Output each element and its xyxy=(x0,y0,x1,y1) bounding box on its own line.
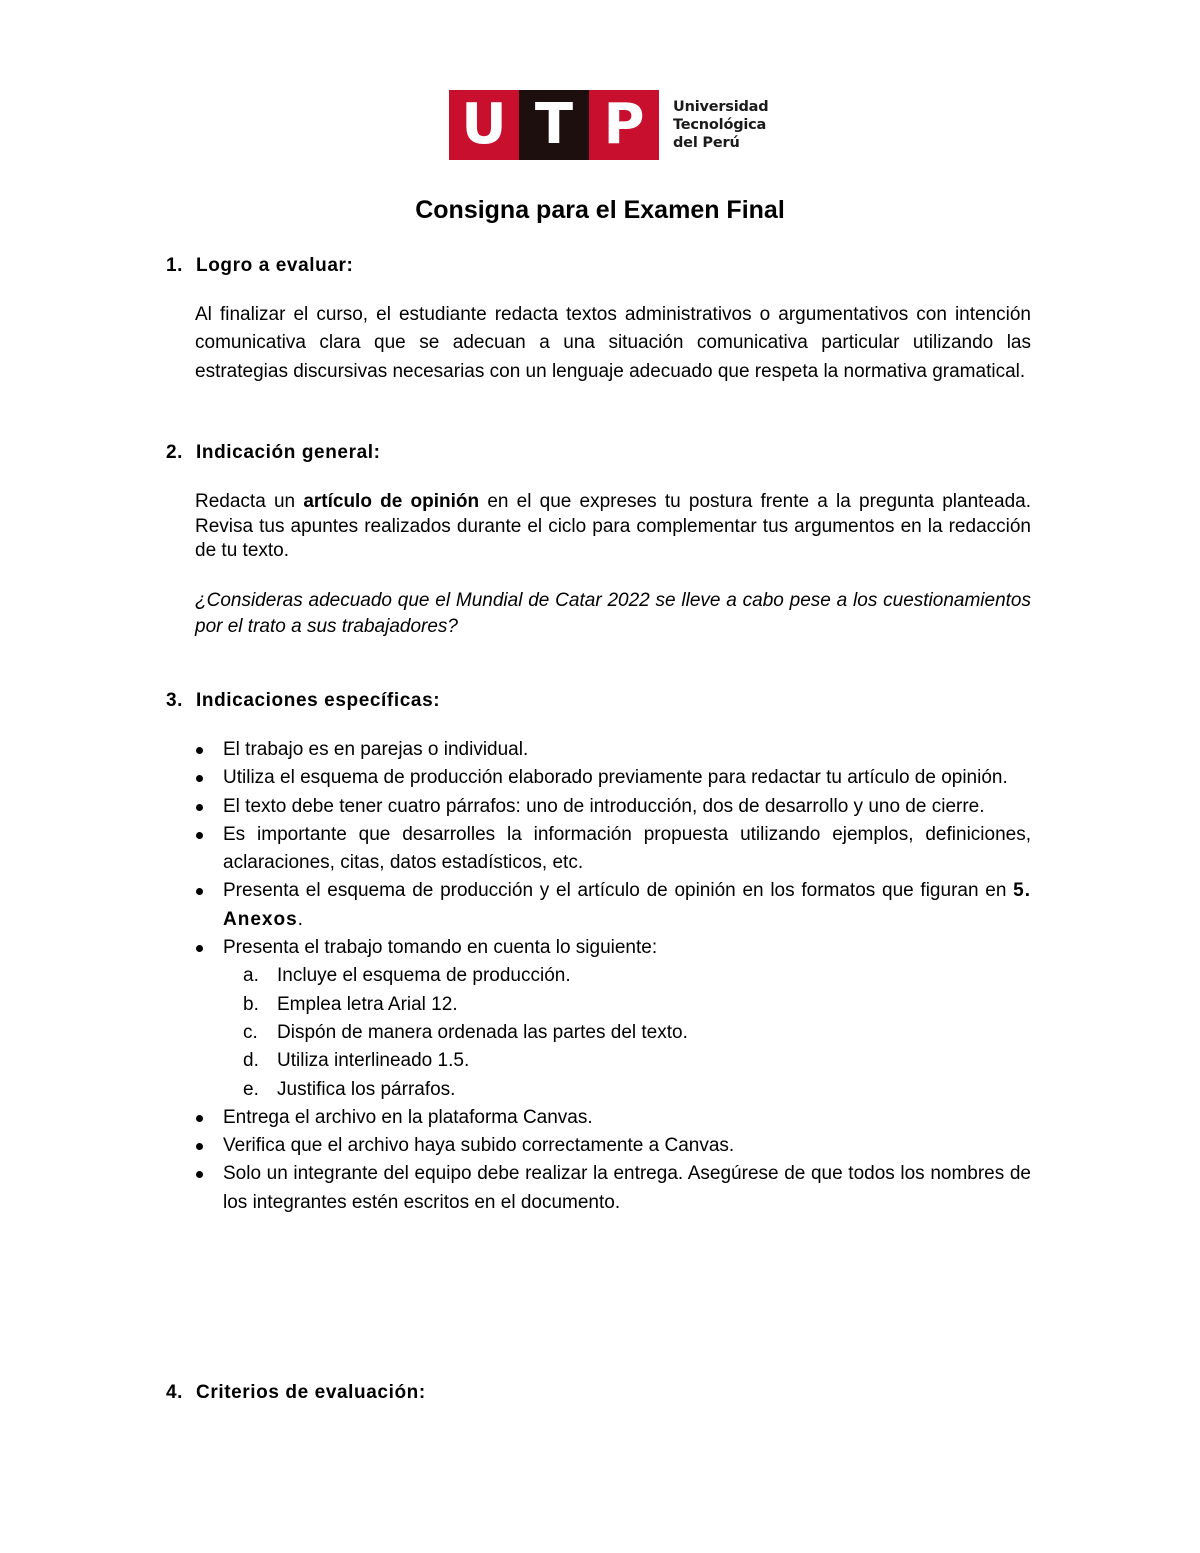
bullet-text: Verifica que el archivo haya subido correctamente a Canvas. xyxy=(223,1135,735,1157)
section-3-number: 3. xyxy=(166,690,184,711)
section-2-number: 2. xyxy=(166,442,184,463)
logo-letter-p: P xyxy=(589,90,659,160)
list-item xyxy=(195,934,1031,962)
sub-item-text: Dispón de manera ordenada las partes del texto. xyxy=(277,1021,688,1043)
list-item xyxy=(195,736,1031,764)
sub-item-text: Utiliza interlineado 1.5. xyxy=(277,1050,470,1072)
list-item xyxy=(195,821,1031,878)
sub-list-item xyxy=(195,1076,1031,1104)
section-4-heading xyxy=(166,1381,426,1405)
bullet-text: Presenta el trabajo tomando en cuenta lo siguiente: xyxy=(223,937,658,959)
sub-item-letter: a. xyxy=(243,965,259,987)
sub-item-letter: d. xyxy=(243,1050,259,1072)
section-2-heading xyxy=(166,441,381,465)
section-1-title: Logro a evaluar: xyxy=(196,255,354,276)
section-2-body-after: en el que expreses tu postura frente a la pregunta planteada. Revisa tus apuntes realizados durante el ciclo para complementar tus argumentos en la redacción de tu texto. xyxy=(195,491,1031,561)
section-3-title: Indicaciones específicas: xyxy=(196,690,441,711)
section-2-question: ¿Consideras adecuado que el Mundial de Catar 2022 se lleve a cabo pese a los cuestionamientos por el trato a sus trabajadores? xyxy=(195,590,1031,637)
bullet-text: Utiliza el esquema de producción elaborado previamente para redactar tu artículo de opinión. xyxy=(223,767,1008,789)
section-4-title: Criterios de evaluación: xyxy=(196,1382,426,1403)
bullet-text-before: Presenta el esquema de producción y el artículo de opinión en los formatos que figuran en xyxy=(223,880,1014,902)
logo-letter-t: T xyxy=(519,90,589,160)
section-3-heading xyxy=(166,689,440,713)
logo-name-line-2: Tecnológica xyxy=(673,117,767,133)
list-item xyxy=(195,793,1031,821)
list-item xyxy=(195,1160,1031,1217)
sub-item-text: Justifica los párrafos. xyxy=(277,1078,456,1100)
anexos-reference: 5. Anexos xyxy=(223,880,1031,930)
bullet-text: Es importante que desarrolles la información propuesta utilizando ejemplos, definiciones, aclaraciones, citas, datos estadísticos, etc. xyxy=(223,823,1031,874)
logo-university-name xyxy=(673,98,768,152)
section-4-number: 4. xyxy=(166,1382,184,1403)
section-1-number: 1. xyxy=(166,255,184,276)
sub-list-item xyxy=(195,962,1031,990)
section-1-heading xyxy=(166,254,353,278)
sub-item-letter: c. xyxy=(243,1021,258,1043)
logo-name-line-3: del Perú xyxy=(673,135,740,151)
bullet-text: Entrega el archivo en la plataforma Canvas. xyxy=(223,1106,593,1128)
sub-item-text: Emplea letra Arial 12. xyxy=(277,993,458,1015)
section-1-body: Al finalizar el curso, el estudiante redacta textos administrativos o argumentativos con intención comunicativa clara que se adecuan a una situación comunicativa particular utilizando las estrategias discursivas necesarias con un lenguaje adecuado que respeta la normativa gramatical. xyxy=(195,304,1031,382)
section-2-title: Indicación general: xyxy=(196,442,381,463)
list-item xyxy=(195,1132,1031,1160)
document-title: Consigna para el Examen Final xyxy=(415,196,785,224)
sub-list-item xyxy=(195,1019,1031,1047)
bullet-text: El trabajo es en parejas o individual. xyxy=(223,739,529,760)
section-2-body-bold: artículo de opinión xyxy=(303,491,480,512)
logo-name-line-1: Universidad xyxy=(673,99,769,115)
sub-item-letter: b. xyxy=(243,993,259,1015)
section-3-bullet-list xyxy=(195,736,1031,1217)
sub-item-letter: e. xyxy=(243,1078,259,1100)
bullet-text: El texto debe tener cuatro párrafos: uno de introducción, dos de desarrollo y uno de cierre. xyxy=(223,795,985,817)
bullet-text: Solo un integrante del equipo debe realizar la entrega. Asegúrese de que todos los nombres de los integrantes estén escritos en el documento. xyxy=(223,1163,1031,1213)
list-item xyxy=(195,1104,1031,1132)
list-item xyxy=(195,764,1031,792)
sub-item-text: Incluye el esquema de producción. xyxy=(277,965,571,987)
section-2-body-before: Redacta un xyxy=(195,491,304,512)
list-item xyxy=(195,877,1031,934)
sub-list-item xyxy=(195,1047,1031,1075)
logo-letter-u: U xyxy=(449,90,519,160)
bullet-text-after: . xyxy=(297,908,303,930)
section-2-body xyxy=(195,490,1031,564)
sub-list-item xyxy=(195,991,1031,1019)
utp-logo xyxy=(449,90,768,160)
